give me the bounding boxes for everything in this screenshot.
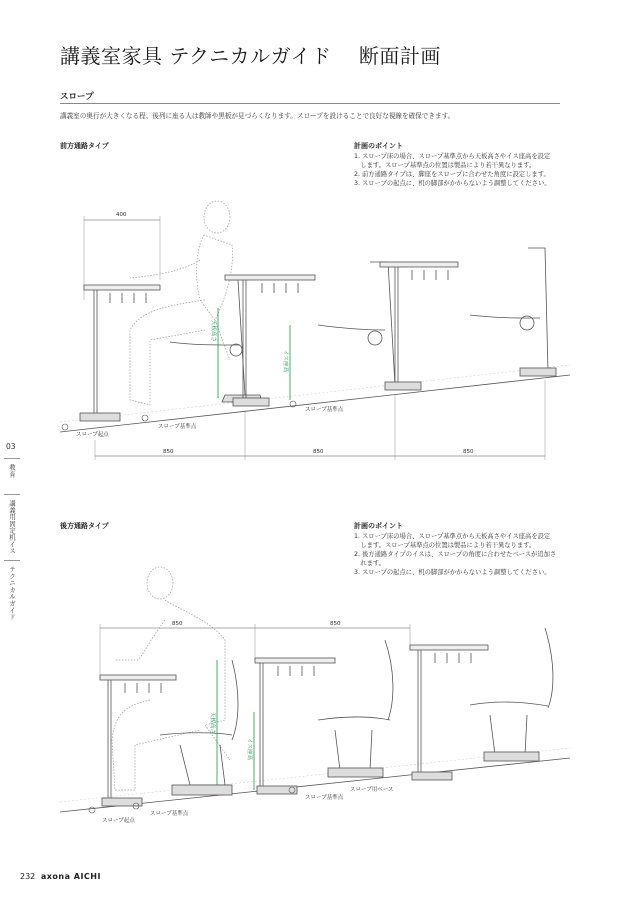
page-number: 232 — [20, 872, 36, 881]
seat-height-label: イス座高 — [282, 350, 288, 372]
front-chair-3 — [470, 248, 556, 376]
slope-ref-point-icon — [142, 415, 148, 421]
section-heading: スロープ — [60, 92, 94, 102]
front-point: します。スロープ基準点の位置は製品により若干異なります。 — [354, 162, 536, 169]
back-point: 3. スロープの起点に、机の脚部がかからないよう調整してください。 — [354, 569, 551, 576]
dim-label-850: 850 — [313, 449, 324, 455]
back-desk-1 — [100, 675, 176, 806]
back-point: 2. 後方通路タイプのイスは、スロープの角度に合わせたベースが追加さ — [354, 551, 557, 558]
desk-height-label: 天板高さ — [209, 712, 215, 735]
slope-ref-label-1: スロープ基準点 — [150, 811, 189, 817]
back-points-title: 計画のポイント — [354, 522, 403, 530]
slope-ref-label-2: スロープ基準点 — [305, 795, 344, 801]
sidebar-divider — [4, 494, 20, 495]
dim-label-850: 850 — [172, 621, 183, 627]
sidebar-category: 教育 — [8, 464, 15, 478]
front-aisle-drawing — [60, 201, 570, 460]
back-point: します。スロープ基準点の位置は製品により若干異なります。 — [354, 542, 536, 549]
dim-label-850: 850 — [463, 449, 474, 455]
page-title: 講義室家具 テクニカルガイド 断面計画 — [60, 44, 441, 68]
back-type-title: 後方通路タイプ — [60, 522, 109, 530]
chapter-number: 03 — [6, 442, 16, 451]
desk-height-label: 天板高さ — [210, 320, 216, 343]
slope-start-label: スロープ起点 — [76, 432, 109, 438]
front-point: 3. スロープの起点に、机の脚部がかからないよう調整してください。 — [354, 180, 551, 187]
front-chair-2 — [318, 262, 395, 385]
page-footer — [20, 872, 101, 881]
front-point: 1. スロープ床の場合、スロープ基準点から天板高さやイス座高を設定 — [354, 153, 551, 160]
back-point: 1. スロープ床の場合、スロープ基準点から天板高さやイス座高を設定 — [354, 533, 551, 540]
sidebar-divider — [4, 458, 20, 459]
back-desk-3 — [410, 645, 488, 780]
back-aisle-drawing — [60, 567, 570, 824]
intro-text: 講義室の奥行が大きくなる程、後列に座る人は教師や黒板が見づらくなります。スロープを設けることで良好な視線を確保できます。 — [60, 112, 455, 120]
sidebar-item: 講義用固定机イス — [8, 500, 15, 555]
front-points-title: 計画のポイント — [354, 142, 403, 150]
slope-base-label: スロープ用ベース — [350, 787, 394, 793]
back-point: れます。 — [354, 560, 385, 567]
dim-label-850: 850 — [163, 449, 174, 455]
slope-start-point-icon — [62, 424, 68, 430]
sidebar-subitem: テクニカルガイド — [8, 566, 15, 621]
front-desk-1 — [80, 285, 160, 421]
back-desk-2 — [255, 658, 335, 794]
front-point: 2. 前方通路タイプは、脚座をスロープに合わせた角度に設定します。 — [354, 171, 550, 178]
slope-ref-label-2: スロープ基準点 — [305, 407, 344, 413]
slope-start-label: スロープ起点 — [102, 818, 135, 824]
front-type-title: 前方通路タイプ — [60, 142, 109, 150]
slope-floor-line — [60, 375, 570, 432]
slope-ref-label-1: スロープ基準点 — [158, 424, 197, 430]
sidebar-divider — [4, 560, 20, 561]
dim-label-400: 400 — [116, 212, 127, 218]
seat-height-label: イス座高 — [246, 738, 252, 760]
dim-label-850: 850 — [330, 621, 341, 627]
brand-logo: axona AICHI — [40, 872, 101, 881]
seated-person-outline — [130, 201, 233, 405]
slope-start-point-icon — [89, 807, 95, 813]
